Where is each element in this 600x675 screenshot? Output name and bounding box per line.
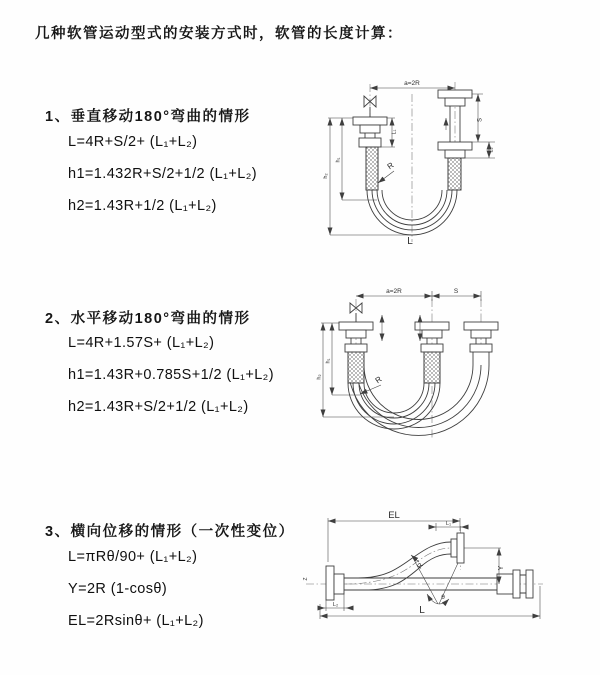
section-2-formula-L: L=4R+1.57S+ (L₁+L₂): [68, 335, 215, 351]
centerlines: [370, 82, 455, 242]
radius-leader: [378, 171, 394, 183]
dim-label-el: EL: [388, 510, 400, 521]
length-label: L: [419, 605, 425, 616]
section-2-heading: 2、水平移动180°弯曲的情形: [45, 311, 251, 327]
radius-leader: [360, 385, 381, 394]
dimension-lines: [318, 518, 540, 619]
end-mark-label: Z: [303, 577, 309, 581]
dim-label-h2: h₂: [323, 173, 329, 179]
dim-label-l1: L₁: [391, 129, 398, 135]
radius-label: R: [373, 374, 384, 386]
diagram-lateral-displacement: [300, 498, 590, 653]
section-1-heading: 1、垂直移动180°弯曲的情形: [45, 109, 251, 125]
dim-label-l2: L₂: [332, 602, 339, 608]
braided-hose-section: [366, 147, 378, 190]
dim-label-a2r: a=2R: [386, 288, 402, 295]
braided-hose-section: [448, 158, 461, 190]
section-2-formula-h1: h1=1.43R+0.785S+1/2 (L₁+L₂): [68, 367, 274, 383]
hose-displaced-position: [348, 352, 489, 435]
dim-label-h2: h₂: [316, 374, 323, 380]
hose-original-position: [348, 383, 440, 429]
centerlines: [356, 299, 481, 439]
dim-label-l2: L₂: [488, 147, 495, 153]
section-3-heading: 3、横向位移的情形（一次性变位）: [45, 524, 295, 540]
section-1-formula-L: L=4R+S/2+ (L₁+L₂): [68, 134, 198, 150]
dim-label-l1: L₁: [446, 521, 451, 527]
dimension-lines: [328, 88, 495, 235]
dimension-lines: [321, 291, 481, 417]
diagram-vertical-180-bend: [315, 72, 585, 252]
length-label: L: [407, 236, 413, 247]
dim-label-s: S: [453, 288, 459, 295]
valve-and-fittings: [339, 303, 498, 386]
dim-label-s: S: [477, 117, 484, 123]
dim-label-h1: h₁: [335, 157, 342, 163]
section-2-formula-h2: h2=1.43R+S/2+1/2 (L₁+L₂): [68, 399, 249, 415]
braided-hose-section: [424, 352, 440, 383]
page-title: 几种软管运动型式的安装方式时，软管的长度计算：: [35, 26, 403, 42]
dim-label-h1: h₁: [325, 358, 332, 364]
braided-hose-section: [348, 352, 364, 383]
valve-and-left-fitting: [353, 96, 387, 190]
section-3-formula-Y: Y=2R (1-cosθ): [68, 581, 168, 597]
dim-label-a2r: a=2R: [404, 80, 420, 87]
section-3-formula-L: L=πRθ/90+ (L₁+L₂): [68, 549, 198, 565]
diagram-horizontal-180-bend: [310, 283, 595, 448]
dim-label-y: Y: [498, 565, 505, 571]
section-1-formula-h1: h1=1.432R+S/2+1/2 (L₁+L₂): [68, 166, 258, 182]
angle-label: θ: [441, 594, 445, 601]
section-1-formula-h2: h2=1.43R+1/2 (L₁+L₂): [68, 198, 217, 214]
radius-label: R: [416, 562, 426, 571]
angle-arc: [427, 594, 449, 604]
section-3-formula-EL: EL=2Rsinθ+ (L₁+L₂): [68, 613, 204, 629]
radius-label: R: [385, 160, 396, 172]
left-flange: [326, 566, 344, 600]
